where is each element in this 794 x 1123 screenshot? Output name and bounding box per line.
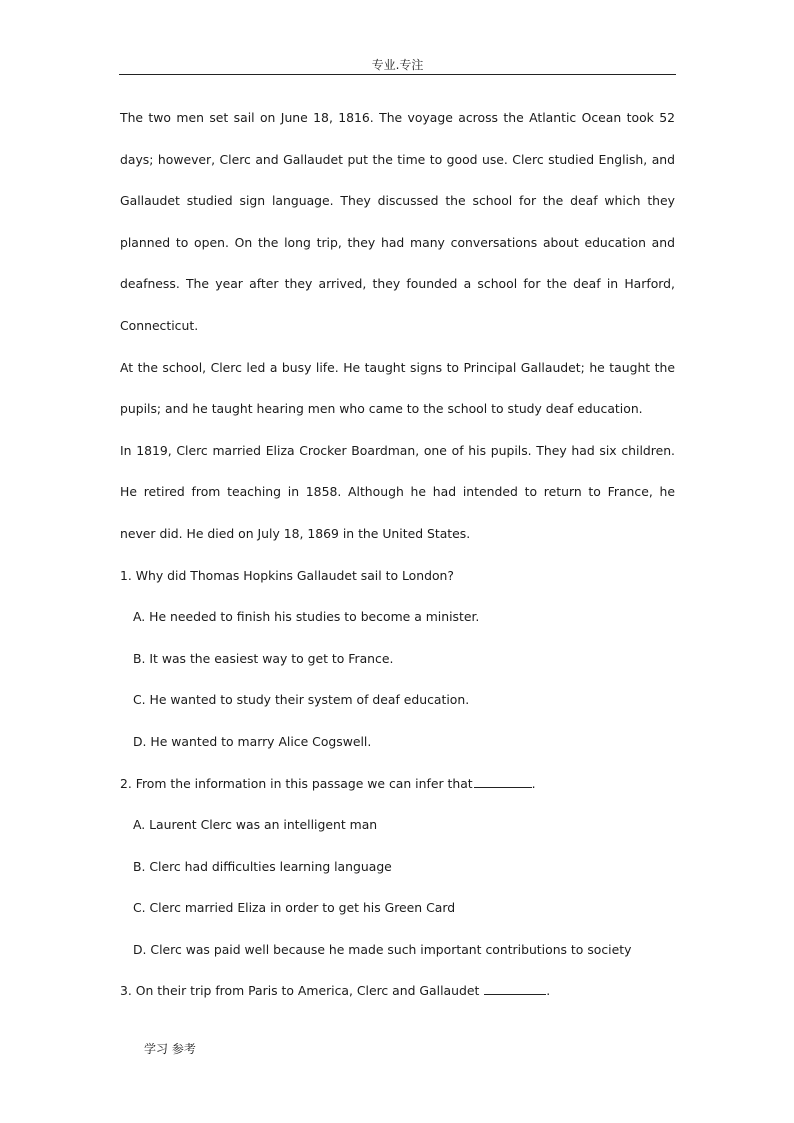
question-1-stem: 1. Why did Thomas Hopkins Gallaudet sail to London? bbox=[120, 567, 454, 583]
passage-paragraph-1: The two men set sail on June 18, 1816. The voyage across the Atlantic Ocean took 52 days; however, Clerc and Gallaudet put the time to good use. Clerc studied English, and Gallaudet studied sign language. They discussed the school for the deaf which they planned to open. On the long trip, they had many conversations about education and deafness. The year after they arrived, they founded a school for the deaf in Harford, Connecticut. bbox=[120, 110, 675, 333]
question-2-option-a: A. Laurent Clerc was an intelligent man bbox=[133, 817, 378, 833]
question-2-stem: 2. From the information in this passage we can infer that bbox=[120, 775, 473, 791]
question-2-option-b: B. Clerc had difficulties learning language bbox=[133, 858, 392, 874]
passage-paragraph-3: In 1819, Clerc married Eliza Crocker Boardman, one of his pupils. They had six children. He retired from teaching in 1858. Although he had intended to return to France, he never did. He died on July 18, 1869 in the United States. bbox=[120, 442, 675, 541]
answer-blank bbox=[484, 984, 546, 995]
question-3-stem: 3. On their trip from Paris to America, Clerc and Gallaudet bbox=[120, 983, 484, 999]
question-2 bbox=[120, 763, 675, 805]
question-3-stem-end: . bbox=[546, 983, 551, 999]
question-1-option-b: B. It was the easiest way to get to France. bbox=[133, 650, 394, 666]
question-1-option-d: D. He wanted to marry Alice Cogswell. bbox=[133, 733, 372, 749]
question-1-option-a: A. He needed to finish his studies to become a minister. bbox=[133, 609, 480, 625]
header-divider bbox=[119, 74, 676, 75]
question-2-option-d: D. Clerc was paid well because he made such important contributions to society bbox=[133, 941, 632, 957]
question-2-stem-end: . bbox=[531, 775, 536, 791]
question-3 bbox=[120, 970, 675, 1012]
question-1-option-c: C. He wanted to study their system of deaf education. bbox=[133, 692, 470, 708]
document-body bbox=[120, 97, 675, 1012]
page-header: 专业.专注 bbox=[371, 58, 424, 72]
page-footer: 学习 参考 bbox=[144, 1042, 196, 1056]
answer-blank bbox=[474, 777, 532, 788]
question-2-option-c: C. Clerc married Eliza in order to get his Green Card bbox=[133, 900, 456, 916]
passage-paragraph-2: At the school, Clerc led a busy life. He taught signs to Principal Gallaudet; he taught the pupils; and he taught hearing men who came to the school to study deaf education. bbox=[120, 359, 675, 417]
